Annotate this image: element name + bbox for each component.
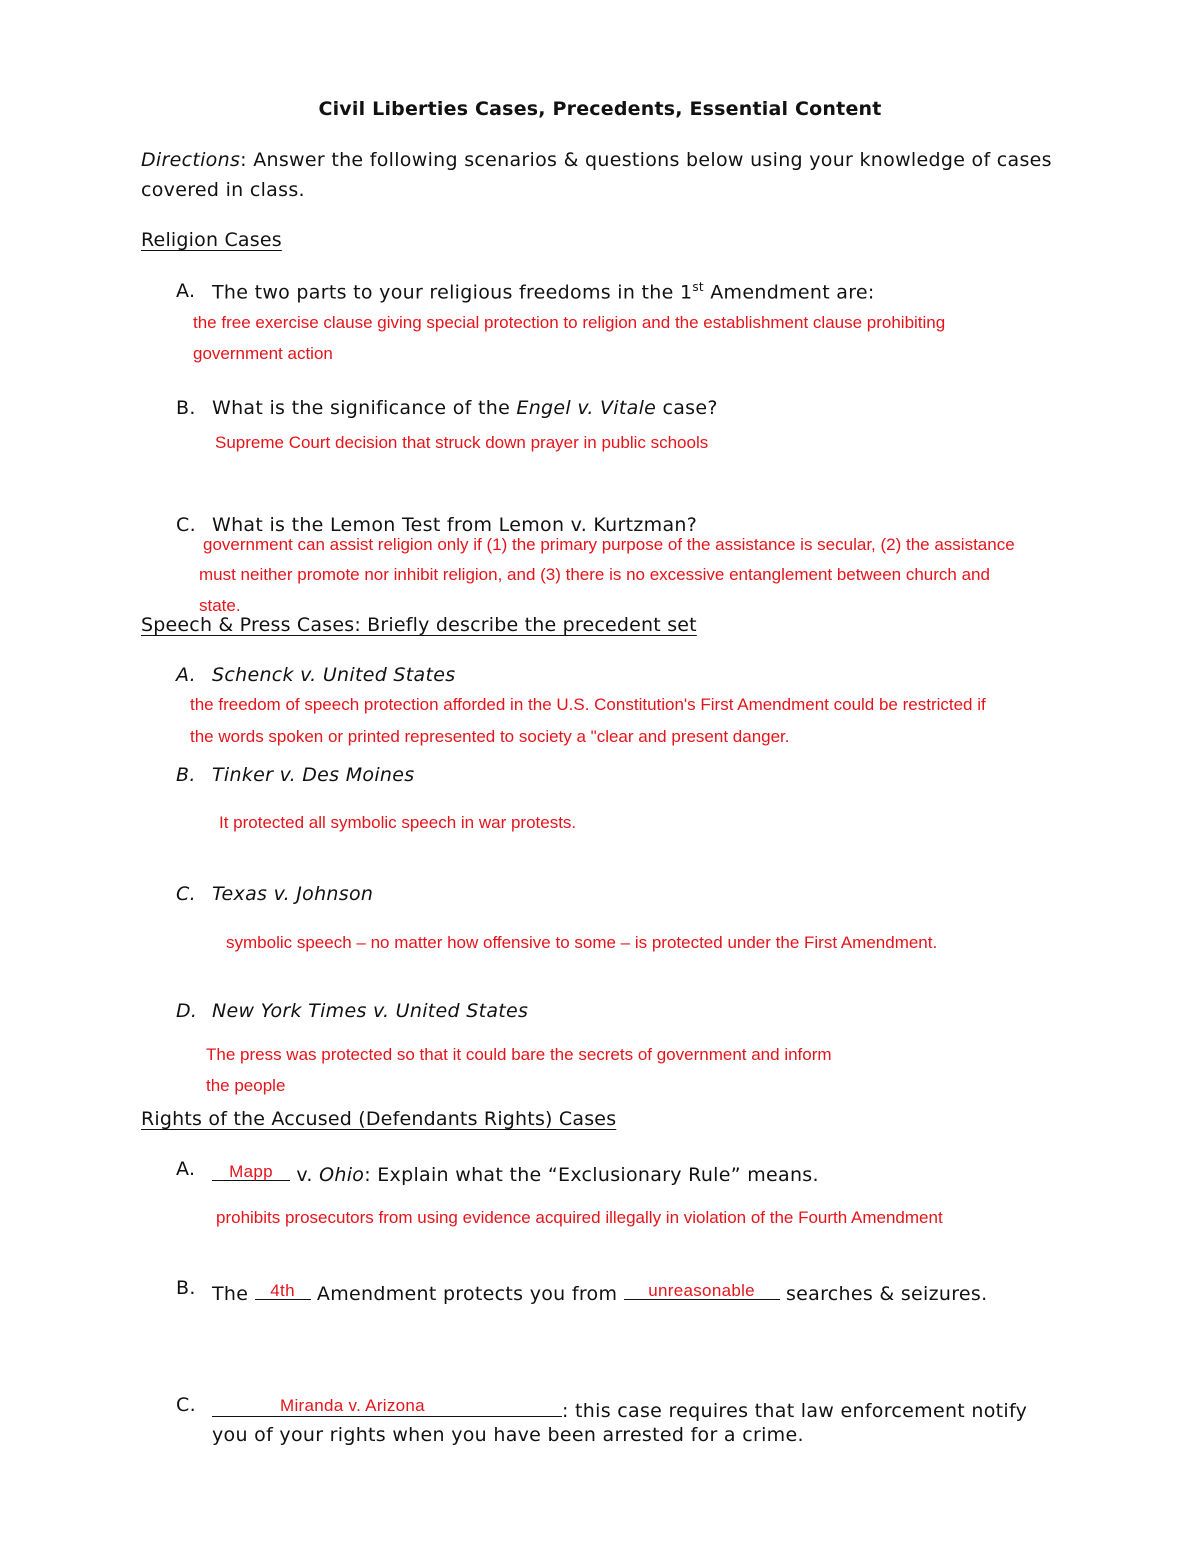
religion-b-answer: Supreme Court decision that struck down prayer in public schools (215, 433, 709, 452)
accused-b-mid: Amendment protects you from (310, 1283, 624, 1305)
accused-c-question-text: : this case requires that law enforcement notify (562, 1400, 1028, 1422)
directions-text: : Answer the following scenarios & questions below using your knowledge of cases (240, 149, 1052, 171)
religion-b-question-pre: What is the significance of the (212, 397, 517, 419)
speech-b-answer: It protected all symbolic speech in war protests. (219, 813, 577, 832)
speech-d-letter: D. (176, 1000, 198, 1022)
speech-c-answer: symbolic speech – no matter how offensive to some – is protected under the First Amendment. (226, 933, 938, 952)
accused-heading: Rights of the Accused (Defendants Rights) Cases (141, 1108, 617, 1130)
accused-c-letter: C. (176, 1394, 196, 1416)
religion-a-answer-line-1: the free exercise clause giving special protection to religion and the establishment clause prohibiting (193, 313, 946, 332)
religion-b-question (212, 397, 718, 419)
directions-line-1 (141, 149, 1052, 171)
religion-c-answer-line-1: government can assist religion only if (1) the primary purpose of the assistance is secular, (2) the assistance (203, 535, 1015, 554)
speech-a-answer-line-2: the words spoken or printed represented to society a "clear and present danger. (190, 727, 790, 746)
religion-c-answer-line-2: must neither promote nor inhibit religion, and (3) there is no excessive entanglement between church and (199, 565, 990, 584)
speech-c-case: Texas v. Johnson (212, 883, 374, 905)
religion-b-case-name: Engel v. Vitale (516, 397, 657, 419)
religion-c-answer-line-3: state. (199, 596, 241, 615)
unreasonable-blank-answer: unreasonable (648, 1281, 755, 1300)
speech-b-letter: B. (176, 764, 196, 786)
religion-a-question (212, 280, 875, 303)
amendment-blank-answer: 4th (270, 1281, 295, 1300)
unreasonable-blank[interactable] (624, 1277, 780, 1300)
religion-c-letter: C. (176, 514, 196, 536)
religion-a-sup: st (692, 280, 704, 294)
religion-a-question-pre: The two parts to your religious freedoms in the 1 (212, 281, 693, 304)
miranda-blank-answer: Miranda v. Arizona (280, 1396, 425, 1415)
accused-a-letter: A. (176, 1158, 196, 1180)
speech-d-answer-line-2: the people (206, 1076, 286, 1095)
mapp-blank-answer: Mapp (229, 1162, 273, 1181)
speech-c-letter: C. (176, 883, 196, 905)
accused-b-post: searches & seizures. (779, 1283, 988, 1305)
amendment-blank[interactable] (255, 1277, 311, 1300)
accused-c-question-line-2: you of your rights when you have been arrested for a crime. (212, 1424, 804, 1446)
religion-b-question-post: case? (656, 397, 718, 419)
speech-a-case: Schenck v. United States (212, 664, 456, 686)
accused-a-ohio: Ohio (319, 1164, 365, 1186)
accused-b-letter: B. (176, 1277, 196, 1299)
speech-d-answer-line-1: The press was protected so that it could bare the secrets of government and inform (206, 1045, 832, 1064)
speech-b-case: Tinker v. Des Moines (212, 764, 415, 786)
mapp-blank[interactable] (212, 1158, 290, 1181)
directions-line-2: covered in class. (141, 179, 305, 201)
religion-a-letter: A. (176, 280, 196, 302)
accused-a-question (212, 1158, 819, 1186)
religion-a-question-post: Amendment are: (703, 281, 875, 304)
accused-c-question-line-1 (212, 1394, 1027, 1422)
speech-a-answer-line-1: the freedom of speech protection afforded in the U.S. Constitution's First Amendment could be restricted if (190, 695, 986, 714)
religion-b-letter: B. (176, 397, 196, 419)
accused-b-pre: The (212, 1283, 255, 1305)
speech-a-letter: A. (176, 664, 196, 686)
speech-heading: Speech & Press Cases: Briefly describe the precedent set (141, 614, 697, 636)
religion-c-question: What is the Lemon Test from Lemon v. Kurtzman? (212, 514, 698, 536)
directions-label: Directions (141, 149, 241, 171)
accused-b-question (212, 1277, 987, 1305)
religion-heading: Religion Cases (141, 229, 282, 251)
speech-d-case: New York Times v. United States (212, 1000, 529, 1022)
accused-a-answer: prohibits prosecutors from using evidence acquired illegally in violation of the Fourth Amendment (216, 1208, 943, 1227)
religion-a-answer-line-2: government action (193, 344, 333, 363)
miranda-blank[interactable] (212, 1394, 562, 1417)
page-title: Civil Liberties Cases, Precedents, Essential Content (318, 98, 882, 120)
accused-a-v: v. (290, 1164, 320, 1186)
accused-a-question-post: : Explain what the “Exclusionary Rule” means. (364, 1164, 819, 1186)
